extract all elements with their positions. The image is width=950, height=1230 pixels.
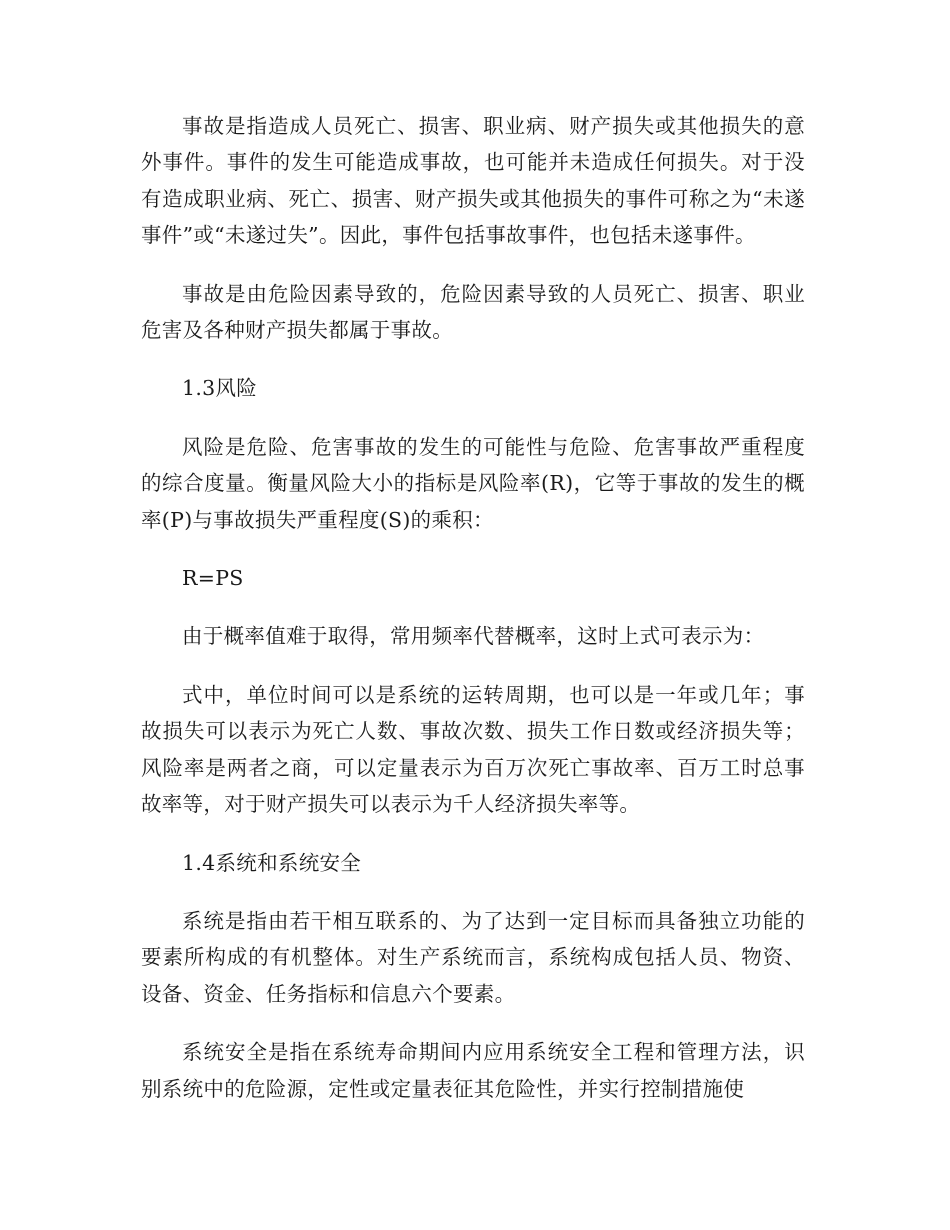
paragraph-accident-definition: 事故是指造成人员死亡、损害、职业病、财产损失或其他损失的意外事件。事件的发生可能造成事故，也可能并未造成任何损失。对于没有造成职业病、死亡、损害、财产损失或其他损失的事件可称之为“未遂事件”或“未遂过失”。因此，事件包括事故事件，也包括未遂事件。 bbox=[141, 114, 805, 248]
formula-risk: R=PS bbox=[182, 566, 244, 591]
paragraph-formula-explanation: 式中，单位时间可以是系统的运转周期，也可以是一年或几年；事故损失可以表示为死亡人数、事故次数、损失工作日数或经济损失等；风险率是两者之商，可以定量表示为百万次死亡事故率、百万工时总事故率等，对于财产损失可以表示为千人经济损失率等。 bbox=[141, 682, 805, 817]
paragraph-system-definition: 系统是指由若干相互联系的、为了达到一定目标而具备独立功能的要素所构成的有机整体。对生产系统而言，系统构成包括人员、物资、设备、资金、任务指标和信息六个要素。 bbox=[141, 908, 805, 1006]
paragraph-accident-cause: 事故是由危险因素导致的，危险因素导致的人员死亡、损害、职业危害及各种财产损失都属于事故。 bbox=[141, 281, 805, 343]
paragraph-system-safety-definition: 系统安全是指在系统寿命期间内应用系统安全工程和管理方法，识别系统中的危险源，定性或定量表征其危险性，并实行控制措施使 bbox=[141, 1040, 805, 1101]
section-heading-risk: 1.3风险 bbox=[182, 376, 258, 401]
document-body bbox=[141, 108, 805, 1129]
paragraph-risk-definition: 风险是危险、危害事故的发生的可能性与危险、危害事故严重程度的综合度量。衡量风险大小的指标是风险率(R)，它等于事故的发生的概率(P)与事故损失严重程度(S)的乘积： bbox=[141, 434, 805, 532]
paragraph-probability: 由于概率值难于取得，常用频率代替概率，这时上式可表示为： bbox=[182, 624, 765, 649]
section-heading-system-safety: 1.4系统和系统安全 bbox=[182, 850, 362, 875]
